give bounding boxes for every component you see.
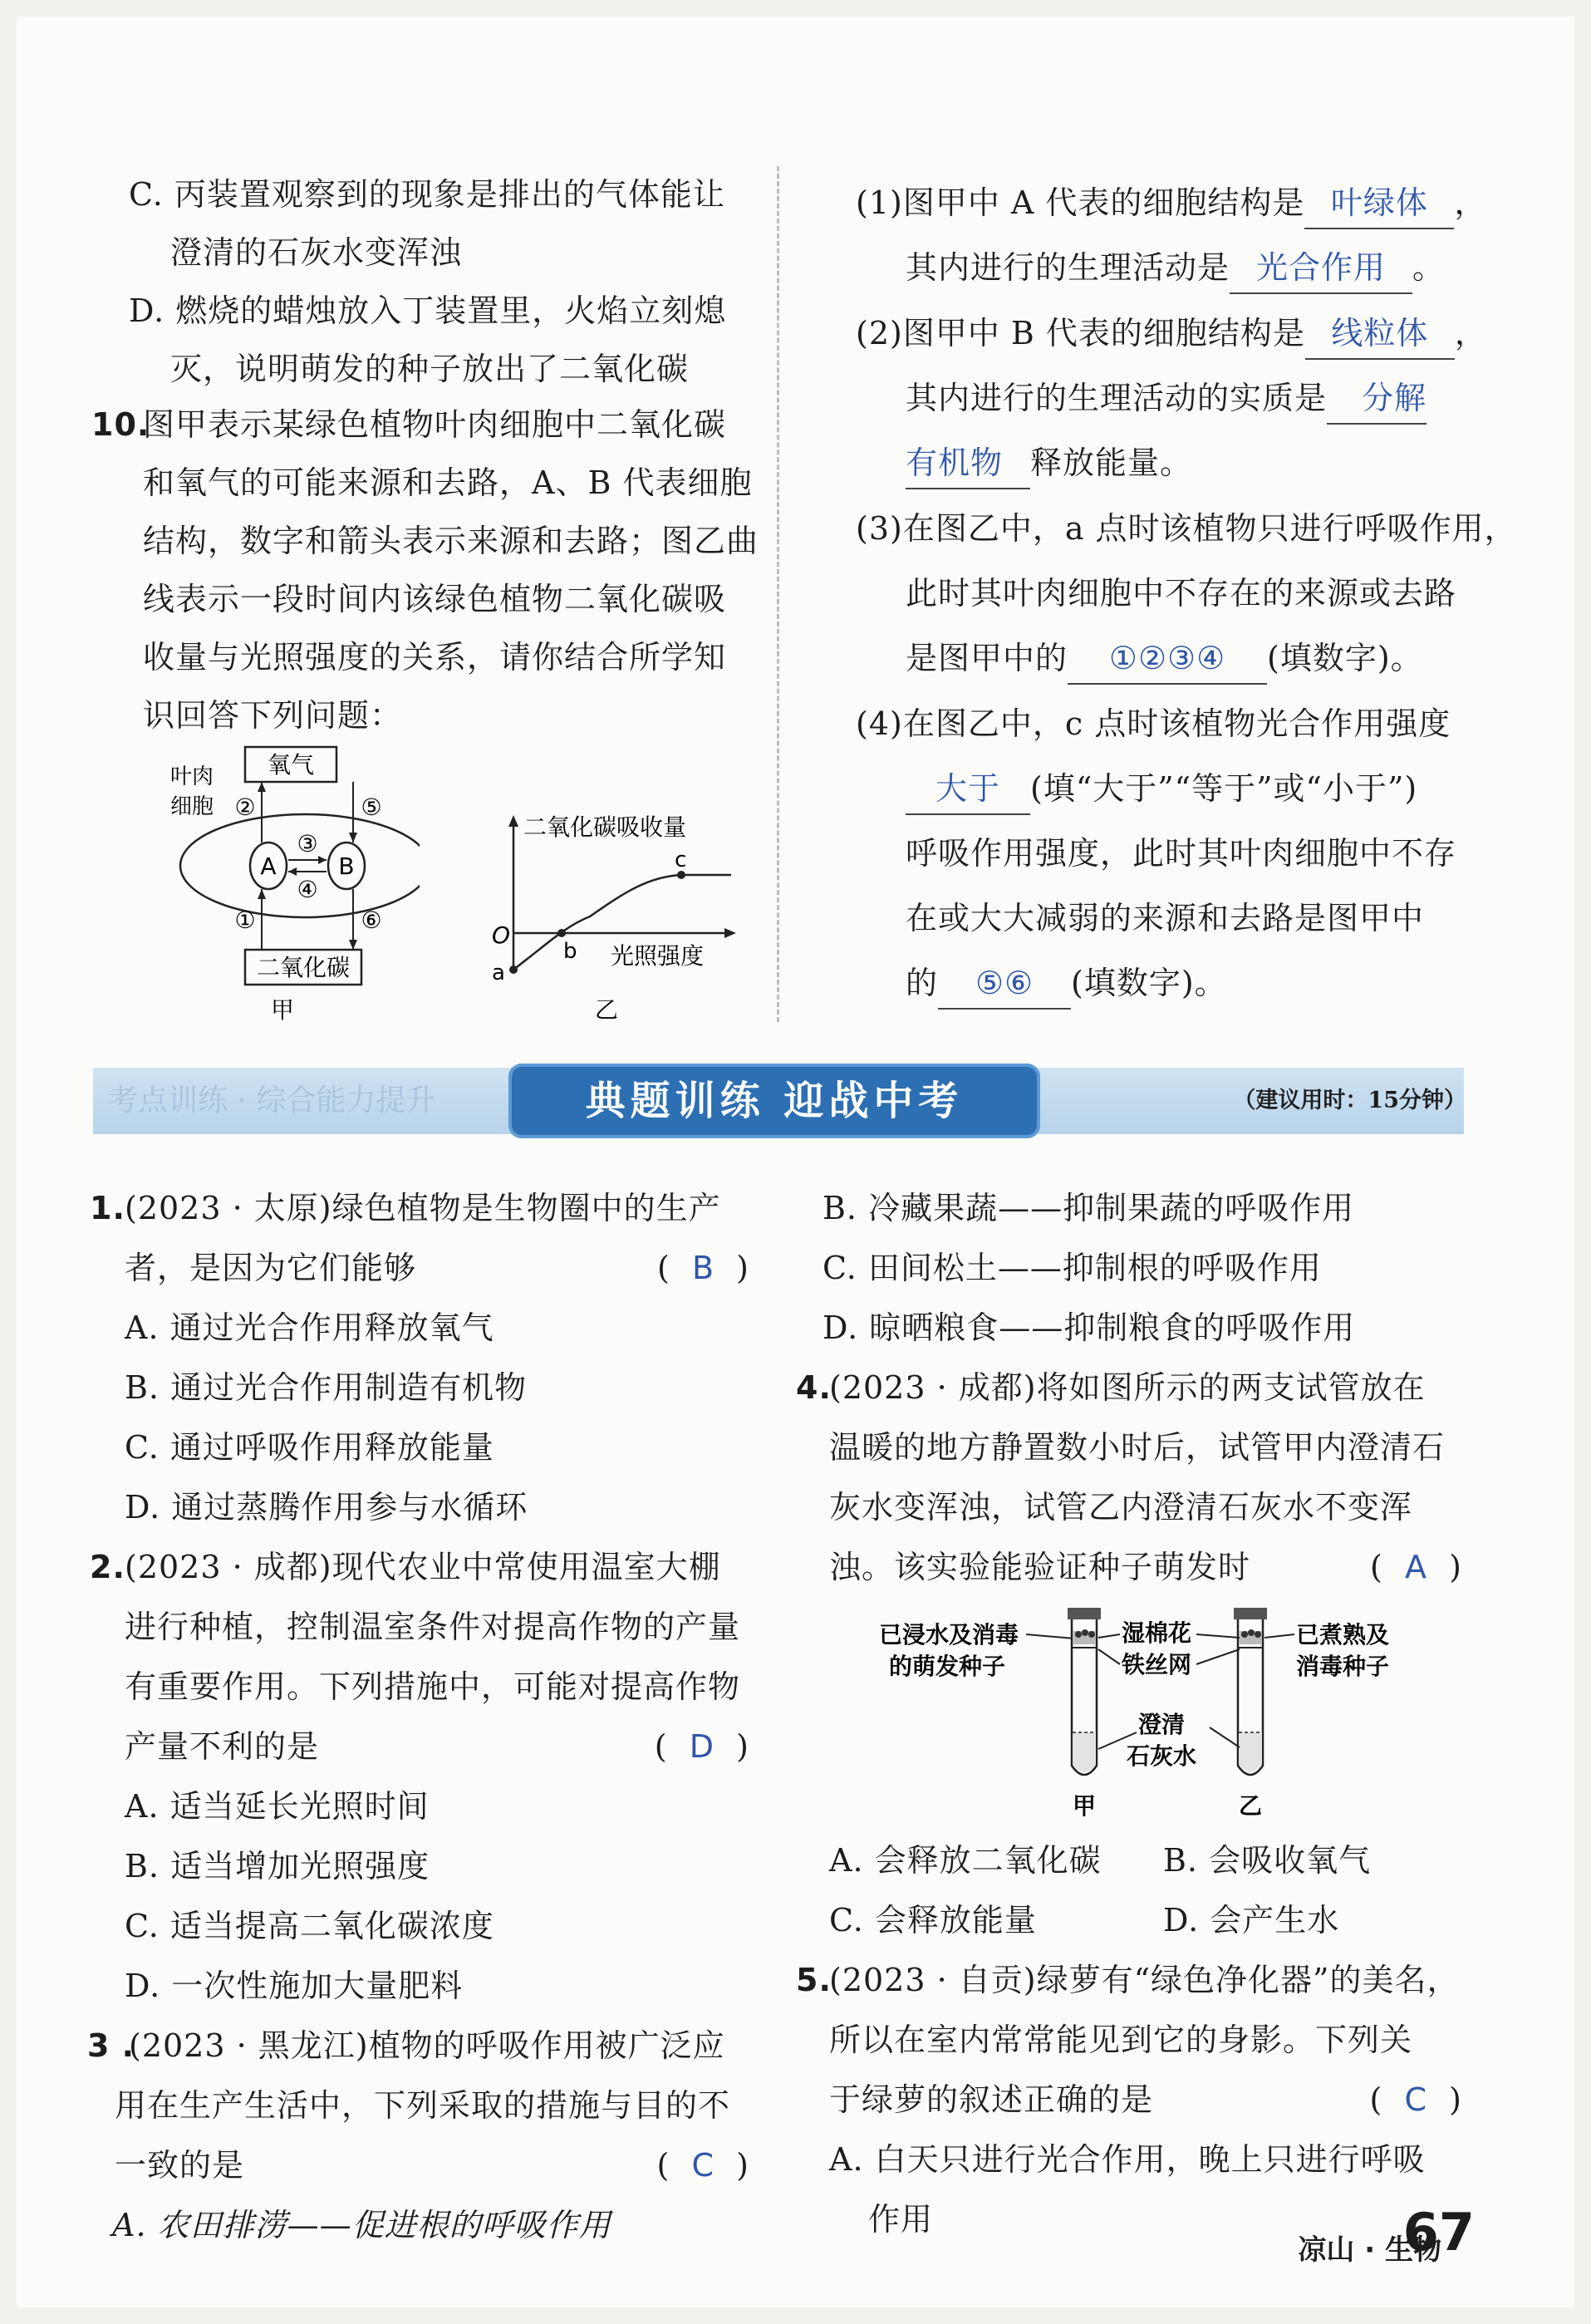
q10-sub3-line2: 此时其叶肉细胞中不存在的来源或去路 (906, 575, 1457, 612)
seed (1082, 1629, 1088, 1636)
q5-number: 5. (796, 1962, 832, 1998)
answer-blank: ①②③④ (1068, 633, 1267, 685)
q10-sub4-line1: (4)在图乙中，c 点时该植物光合作用强度 (856, 705, 1451, 742)
label-1: ① (234, 907, 256, 934)
q1-number: 1. (90, 1190, 125, 1226)
q2-option: A. 适当延长光照时间 (125, 1788, 430, 1825)
label-6: ⑥ (361, 907, 382, 934)
q10-line: 和氧气的可能来源和去路，A、B 代表细胞 (143, 464, 753, 501)
page-number: 67 (1402, 2202, 1475, 2263)
q5-line2: 所以在室内常常能见到它的身影。下列关 (829, 2022, 1413, 2058)
q1-option: B. 通过光合作用制造有机物 (125, 1369, 528, 1406)
leader-line (1210, 1727, 1240, 1747)
tube-yi-stopper (1234, 1608, 1267, 1619)
q9-option-d-line1: D. 燃烧的蜡烛放入丁装置里，火焰立刻熄 (129, 292, 727, 329)
point-b (557, 929, 566, 937)
point-a (509, 965, 518, 974)
label-3: ③ (297, 830, 318, 857)
tube-jia-stopper (1068, 1608, 1101, 1619)
answer-blank: 大于 (906, 764, 1030, 815)
tube-jia-limewater (1073, 1732, 1096, 1772)
q3-option: B. 冷藏果蔬——抑制果蔬的呼吸作用 (823, 1190, 1355, 1226)
q3-line1: (2023 · 黑龙江)植物的呼吸作用被广泛应 (129, 2027, 725, 2064)
answer: C (1404, 2081, 1428, 2118)
q5-option-a-line1: A. 白天只进行光合作用，晚上只进行呼吸 (829, 2141, 1426, 2178)
label-jia: 甲 (1072, 1792, 1097, 1820)
q4-line1: (2023 · 成都)将如图所示的两支试管放在 (829, 1369, 1426, 1406)
q5-line3-text: 于绿萝的叙述正确的是 (829, 2081, 1154, 2118)
y-axis-label: 二氧化碳吸收量 (523, 813, 687, 841)
q10-sub4-text: (填数字)。 (1071, 965, 1227, 1001)
q10-sub4-text: (填“大于”“等于”或“小于”) (1030, 770, 1418, 807)
q4-line4-text: 浊。该实验能验证种子萌发时 (829, 1549, 1251, 1585)
answer-blank: ⑤⑥ (938, 958, 1071, 1010)
q3-line2: 用在生产生活中，下列采取的措施与目的不 (115, 2087, 731, 2124)
q2-option: C. 适当提高二氧化碳浓度 (125, 1908, 494, 1944)
x-axis-label: 光照强度 (611, 942, 705, 970)
q1-line2 (125, 1236, 749, 1300)
q10-sub1b-text: 其内进行的生理活动是 (906, 249, 1230, 286)
point-b-label: b (563, 939, 577, 964)
seed (1241, 1631, 1248, 1638)
q10-sub2c (906, 430, 1192, 495)
leader-line (1098, 1649, 1120, 1664)
arrowhead (349, 940, 357, 950)
q4-option: B. 会吸收氧气 (1163, 1842, 1372, 1879)
cell-label: 细胞 (170, 794, 214, 819)
answer-paren: ( D ) (654, 1728, 749, 1765)
q10-sub1b-text: 。 (1412, 249, 1446, 286)
q4-line3: 灰水变浑浊，试管乙内澄清石灰水不变浑 (829, 1489, 1413, 1526)
test-tube-figure (864, 1591, 1429, 1824)
label-b: B (338, 852, 355, 880)
q2-option: D. 一次性施加大量肥料 (125, 1968, 464, 2004)
q10-sub4-line3: 呼吸作用强度，此时其叶肉细胞中不存 (906, 835, 1457, 872)
q10-sub4-text: 的 (906, 965, 939, 1001)
q5-line1: (2023 · 自贡)绿萝有“绿色净化器”的美名， (829, 1962, 1460, 1998)
answer: D (689, 1728, 715, 1765)
q10-line: 识回答下列问题： (143, 697, 403, 734)
label-2: ② (234, 794, 256, 821)
q1-line2-text: 者，是因为它们能够 (125, 1250, 417, 1286)
leader-line (1264, 1634, 1294, 1638)
q3-option: C. 田间松土——抑制根的呼吸作用 (823, 1250, 1322, 1286)
leader-line (1196, 1649, 1240, 1664)
arrowhead (724, 928, 736, 938)
answer: B (691, 1250, 715, 1286)
seed (1248, 1629, 1255, 1636)
q2-line4-text: 产量不利的是 (125, 1728, 320, 1765)
q10-sub3-text: (填数字)。 (1267, 640, 1423, 676)
q2-line2: 进行种植，控制温室条件对提高作物的产量 (125, 1609, 741, 1645)
banner-ghost-text: 考点训练 · 综合能力提升 (108, 1083, 436, 1118)
q10-sub2c-text: 释放能量。 (1030, 445, 1193, 481)
q2-option: B. 适当增加光照强度 (125, 1848, 430, 1884)
q10-sub2 (856, 301, 1487, 366)
q2-number: 2. (90, 1549, 125, 1585)
q3-line3 (115, 2133, 749, 2198)
q9-option-c-line2: 澄清的石灰水变浑浊 (170, 234, 463, 271)
q10-sub1-text: (1)图甲中 A 代表的细胞结构是 (856, 184, 1305, 221)
q10-sub4-line5 (906, 951, 1227, 1015)
label-boiled-seeds: 已煮熟及 (1296, 1621, 1390, 1648)
q9-option-d-line2: 灭，说明萌发的种子放出了二氧化碳 (170, 351, 690, 387)
q10-sub3-line1: (3)在图乙中，a 点时该植物只进行呼吸作用， (856, 510, 1517, 547)
label-wet-cotton: 湿棉花 (1122, 1619, 1192, 1647)
q4-option: A. 会释放二氧化碳 (829, 1842, 1102, 1879)
label-germinating-seeds: 已浸水及消毒 (879, 1621, 1019, 1648)
q5-option-a-line2: 作用 (868, 2201, 934, 2238)
point-a-label: a (492, 961, 505, 985)
q10-sub1b (906, 235, 1445, 300)
section-title: 典题训练 迎战中考 (508, 1064, 1040, 1138)
q9-option-c-line1: C. 丙装置观察到的现象是排出的气体能让 (129, 176, 725, 213)
label-yi: 乙 (1238, 1792, 1263, 1820)
arrowhead (349, 833, 357, 843)
caption-jia: 甲 (270, 996, 295, 1024)
label-limewater: 石灰水 (1127, 1742, 1197, 1770)
q10-line: 结构，数字和箭头表示来源和去路；图乙曲 (143, 523, 759, 559)
origin-label: O (492, 921, 511, 949)
q5-line3 (829, 2067, 1462, 2132)
tube-yi-limewater (1239, 1732, 1262, 1772)
leader-line (1098, 1634, 1120, 1638)
answer-paren: ( C ) (656, 2147, 749, 2184)
q4-line2: 温暖的地方静置数小时后，试管甲内澄清石 (829, 1429, 1446, 1466)
label-4: ④ (297, 876, 318, 903)
q2-line4 (125, 1714, 749, 1779)
cell-label: 叶肉 (170, 764, 214, 789)
label-wire-mesh: 铁丝网 (1122, 1651, 1192, 1678)
q10-sub3-text: 是图甲中的 (906, 640, 1068, 676)
oxygen-label: 氧气 (267, 751, 315, 779)
q10-sub4-line2 (906, 756, 1417, 821)
footer-label: 凉山 · 生物 (1298, 2233, 1441, 2267)
arrowhead (258, 889, 266, 899)
arrowhead (288, 867, 297, 876)
label-a: A (260, 852, 277, 880)
arrowhead (318, 856, 327, 864)
co2-label: 二氧化碳 (256, 954, 351, 981)
q10-sub2b (906, 366, 1426, 430)
q4-option: C. 会释放能量 (829, 1902, 1037, 1938)
q1-option: C. 通过呼吸作用释放能量 (125, 1429, 494, 1466)
figure-jia (154, 735, 420, 1034)
q2-line1: (2023 · 成都)现代农业中常使用温室大棚 (125, 1549, 721, 1585)
q10-number: 10. (91, 406, 150, 443)
q10-sub1-text: ， (1454, 184, 1487, 221)
answer-blank: 分解 (1327, 373, 1426, 425)
answer-blank: 光合作用 (1230, 243, 1412, 294)
q10-sub1 (856, 170, 1486, 235)
q10-sub2-text: ， (1454, 315, 1487, 351)
q3-number: 3 . (87, 2027, 135, 2064)
q4-line4 (829, 1535, 1462, 1599)
answer-paren: ( A ) (1370, 1549, 1462, 1585)
label-limewater: 澄清 (1138, 1711, 1186, 1738)
answer-blank: 线粒体 (1305, 308, 1455, 360)
suggested-time: （建议用时：15分钟） (1233, 1088, 1466, 1113)
q10-line: 图甲表示某绿色植物叶肉细胞中二氧化碳 (143, 406, 727, 443)
q4-option: D. 会产生水 (1163, 1902, 1340, 1938)
column-divider (777, 166, 779, 1022)
point-c-label: c (675, 848, 687, 872)
leader-line (1196, 1634, 1240, 1638)
label-boiled-seeds: 消毒种子 (1296, 1653, 1390, 1680)
arrowhead (258, 782, 266, 792)
answer: C (691, 2147, 715, 2184)
q10-sub2b-text: 其内进行的生理活动的实质是 (906, 380, 1328, 416)
q4-number: 4. (796, 1369, 832, 1406)
answer-blank: 有机物 (906, 438, 1030, 489)
answer-paren: ( C ) (1369, 2081, 1462, 2118)
seed (1255, 1631, 1261, 1638)
q10-sub3-line3 (906, 626, 1423, 690)
q10-sub4-line4: 在或大大减弱的来源和去路是图甲中 (906, 900, 1425, 936)
q1-line1: (2023 · 太原)绿色植物是生物圈中的生产 (125, 1190, 721, 1226)
caption-yi: 乙 (594, 996, 619, 1024)
answer-blank: 叶绿体 (1304, 178, 1454, 229)
answer-paren: ( B ) (656, 1250, 749, 1286)
q3-option: A. 农田排涝——促进根的呼吸作用 (112, 2207, 611, 2243)
answer: A (1405, 1549, 1428, 1585)
arrowhead (508, 815, 518, 827)
q10-line: 收量与光照强度的关系，请你结合所学知 (143, 639, 727, 676)
label-germinating-seeds: 的萌发种子 (889, 1653, 1006, 1680)
q1-option: A. 通过光合作用释放氧气 (125, 1309, 494, 1346)
q10-line: 线表示一段时间内该绿色植物二氧化碳吸 (143, 581, 727, 617)
q2-line3: 有重要作用。下列措施中，可能对提高作物 (125, 1668, 741, 1705)
q1-option: D. 通过蒸腾作用参与水循环 (125, 1489, 528, 1526)
label-5: ⑤ (361, 794, 382, 821)
q3-option: D. 晾晒粮食——抑制粮食的呼吸作用 (823, 1309, 1356, 1346)
figure-yi (482, 810, 756, 1034)
seed (1088, 1631, 1095, 1638)
q3-line3-text: 一致的是 (115, 2147, 245, 2184)
q10-sub2-text: (2)图甲中 B 代表的细胞结构是 (856, 315, 1305, 351)
seed (1075, 1631, 1082, 1638)
